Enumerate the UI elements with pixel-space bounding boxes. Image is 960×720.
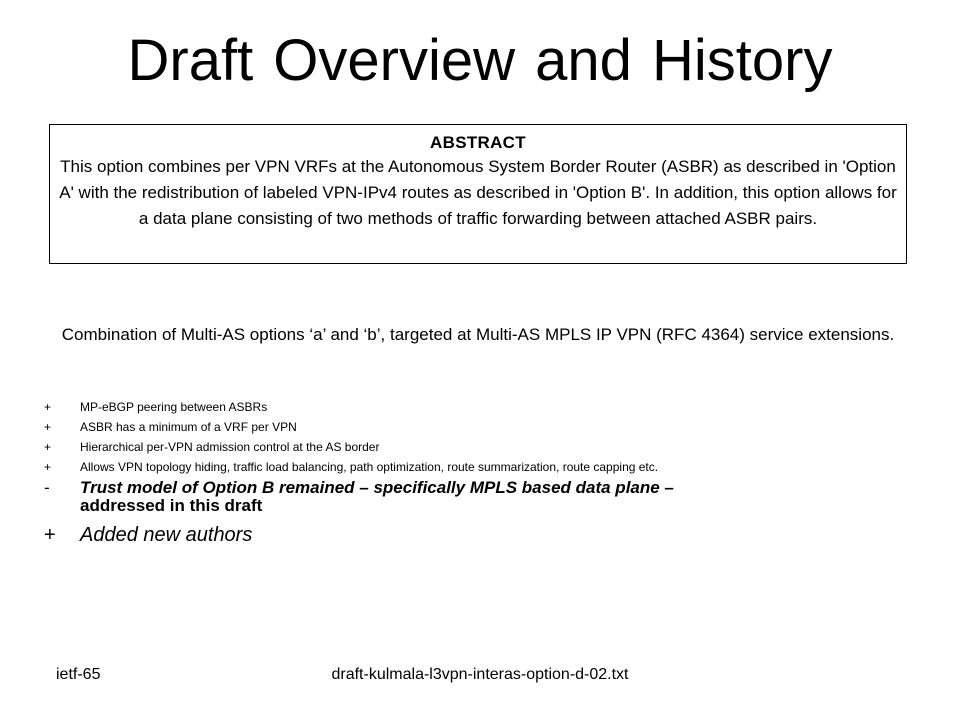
list-item bbox=[42, 417, 922, 437]
list-item bbox=[42, 457, 922, 477]
summary-text: Combination of Multi-AS options ‘a’ and ‘b’, targeted at Multi-AS MPLS IP VPN (RFC 4364) service extensions. bbox=[61, 325, 895, 344]
list-item-trust-model bbox=[42, 479, 922, 515]
bullet-text-upright: addressed in this draft bbox=[80, 496, 263, 515]
bullet-text-italic: Trust model of Option B remained – specifically MPLS based data plane – bbox=[80, 478, 674, 497]
bullet-marker: + bbox=[44, 400, 52, 414]
bullet-text: MP-eBGP peering between ASBRs bbox=[80, 400, 268, 414]
abstract-box bbox=[49, 124, 907, 264]
list-item bbox=[42, 397, 922, 417]
footer-draft-name: draft-kulmala-l3vpn-interas-option-d-02.txt bbox=[331, 666, 629, 683]
bullet-text: Allows VPN topology hiding, traffic load balancing, path optimization, route summarization, route capping etc. bbox=[80, 460, 659, 474]
bullet-marker: + bbox=[44, 460, 52, 474]
bullet-marker: + bbox=[44, 440, 52, 454]
bullet-text: Added new authors bbox=[80, 524, 253, 546]
list-item bbox=[42, 437, 922, 457]
abstract-heading: ABSTRACT bbox=[430, 133, 526, 152]
bullet-marker: + bbox=[44, 420, 52, 434]
bullet-marker: + bbox=[44, 524, 56, 546]
list-item-authors bbox=[42, 523, 922, 547]
footer-event: ietf-65 bbox=[56, 666, 101, 683]
bullet-text: ASBR has a minimum of a VRF per VPN bbox=[80, 420, 297, 434]
bullet-marker: - bbox=[44, 478, 50, 497]
bullet-list bbox=[42, 397, 922, 547]
slide-title: Draft Overview and History bbox=[127, 28, 833, 93]
abstract-body: This option combines per VPN VRFs at the Autonomous System Border Router (ASBR) as described in 'Option A' with the redistribution of labeled VPN-IPv4 routes as described in 'Option B'. In addition, this option allows for a data plane consisting of two methods of traffic forwarding between attached ASBR pairs. bbox=[59, 157, 897, 228]
bullet-text: Hierarchical per-VPN admission control at the AS border bbox=[80, 440, 380, 454]
